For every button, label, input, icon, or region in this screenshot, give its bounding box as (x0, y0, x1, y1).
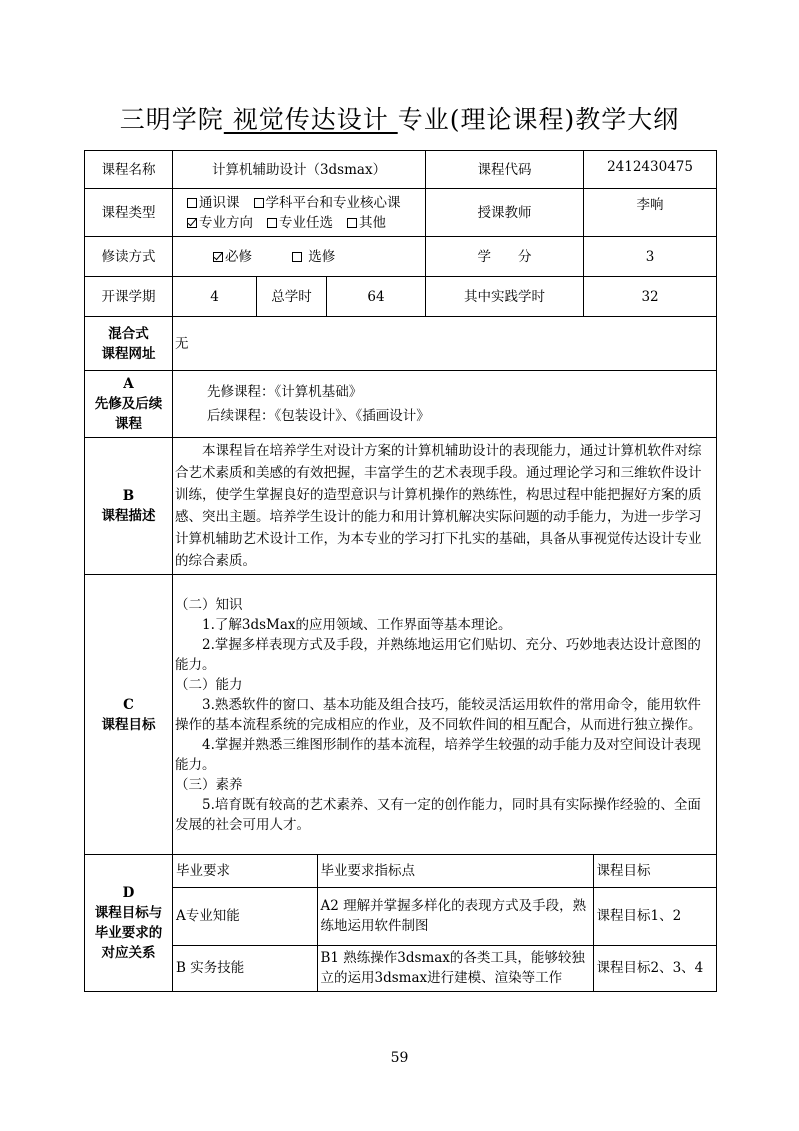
label-section-b: B 课程描述 (85, 438, 173, 575)
label-teacher: 授课教师 (426, 189, 584, 237)
mapping-header-req: 毕业要求 (173, 855, 317, 887)
value-course-name: 计算机辅助设计（3dsmax） (173, 151, 426, 189)
label-section-d: D 课程目标与 毕业要求的 对应关系 (85, 855, 173, 992)
checkbox-checked-icon (213, 252, 223, 262)
value-semester: 4 (173, 277, 257, 317)
objective-4: 4.掌握并熟悉三维图形制作的基本流程，培养学生较强的动手能力及对空间设计表现能力。 (175, 736, 701, 773)
label-section-a: A 先修及后续 课程 (85, 371, 173, 438)
checkbox-icon (347, 218, 357, 228)
page-title (0, 100, 799, 136)
objective-heading-ability: （二）能力 (175, 676, 243, 693)
mode-option-elective: 选修 (292, 247, 335, 267)
type-option-direction: 专业方向 (187, 213, 253, 233)
value-teacher: 李响 (584, 189, 717, 237)
title-suffix: 专业(理论课程)教学大纲 (397, 105, 680, 134)
course-objectives (173, 575, 717, 855)
label-mixed-url: 混合式 课程网址 (85, 317, 173, 371)
checkbox-icon (187, 198, 197, 208)
label-course-type: 课程类型 (85, 189, 173, 237)
type-option-other: 其他 (347, 213, 386, 233)
label-semester: 开课学期 (85, 277, 173, 317)
mapping-req: B 实务技能 (173, 945, 317, 991)
mapping-target: 课程目标1、2 (593, 887, 716, 945)
value-credits: 3 (584, 237, 717, 277)
mapping-target: 课程目标2、3、4 (593, 945, 716, 991)
type-option-general: 通识课 (187, 193, 240, 213)
type-option-elective: 专业任选 (267, 213, 333, 233)
objective-1: 1.了解3dsMax的应用领域、工作界面等基本理论。 (202, 616, 512, 633)
prereq-courses: 先修课程：《计算机基础》 (207, 384, 363, 400)
mapping-header-target: 课程目标 (593, 855, 716, 887)
checkbox-icon (254, 198, 264, 208)
objective-3: 3.熟悉软件的窗口、基本功能及组合技巧，能较灵活运用软件的常用命令，能用软件操作的基本流程系统的完成相应的作业，及不同软件间的相互配合，从而进行独立操作。 (175, 696, 702, 733)
mapping-req: A专业知能 (173, 887, 317, 945)
course-description: 本课程旨在培养学生对设计方案的计算机辅助设计的表现能力，通过计算机软件对综合艺术素质和美感的有效把握，丰富学生的艺术表现手段。通过理论学习和三维软件设计训练，使学生掌握良好的造型意识与计算机操作的熟练性，构思过程中能把握好方案的质感、突出主题。培养学生设计的能力和用计算机解决实际问题的动手能力，为进一步学习计算机辅助艺术设计工作，为本专业的学习打下扎实的基础，具备从事视觉传达设计专业的综合素质。 (175, 443, 702, 569)
label-credits: 学 分 (426, 237, 584, 277)
label-practice-hours: 其中实践学时 (426, 277, 584, 317)
page-number: 59 (390, 1050, 409, 1066)
label-total-hours: 总学时 (257, 277, 327, 317)
mapping-point: B1 熟练操作3dsmax的各类工具，能够较独立的运用3dsmax进行建模、渲染等工作 (317, 945, 593, 991)
value-course-code: 2412430475 (584, 151, 717, 189)
value-mixed-url: 无 (173, 317, 717, 371)
label-study-mode: 修读方式 (85, 237, 173, 277)
mode-option-required: 必修 (213, 247, 252, 267)
value-practice-hours: 32 (584, 277, 717, 317)
follow-courses: 后续课程：《包装设计》、《插画设计》 (207, 408, 430, 424)
value-total-hours: 64 (327, 277, 426, 317)
checkbox-icon (292, 252, 302, 262)
mapping-table (173, 855, 716, 991)
objective-2: 2.掌握多样表现方式及手段，并熟练地运用它们贴切、充分、巧妙地表达设计意图的能力。 (175, 636, 701, 673)
syllabus-table (84, 150, 717, 992)
label-course-code: 课程代码 (426, 151, 584, 189)
title-prefix: 三明学院 (119, 105, 224, 134)
label-section-c: C 课程目标 (85, 575, 173, 855)
objective-heading-literacy: （三）素养 (175, 776, 243, 793)
mapping-header-point: 毕业要求指标点 (317, 855, 593, 887)
label-course-name: 课程名称 (85, 151, 173, 189)
checkbox-icon (267, 218, 277, 228)
table-row (173, 945, 716, 991)
objective-5: 5.培育既有较高的艺术素养、又有一定的创作能力，同时具有实际操作经验的、全面发展的社会可用人才。 (175, 796, 701, 833)
title-major: 视觉传达设计 (223, 105, 398, 134)
type-option-core: 学科平台和专业核心课 (254, 193, 401, 213)
table-row (173, 887, 716, 945)
objective-heading-knowledge: （二）知识 (175, 596, 243, 613)
mapping-point: A2 理解并掌握多样化的表现方式及手段，熟练地运用软件制图 (317, 887, 593, 945)
checkbox-checked-icon (187, 218, 197, 228)
